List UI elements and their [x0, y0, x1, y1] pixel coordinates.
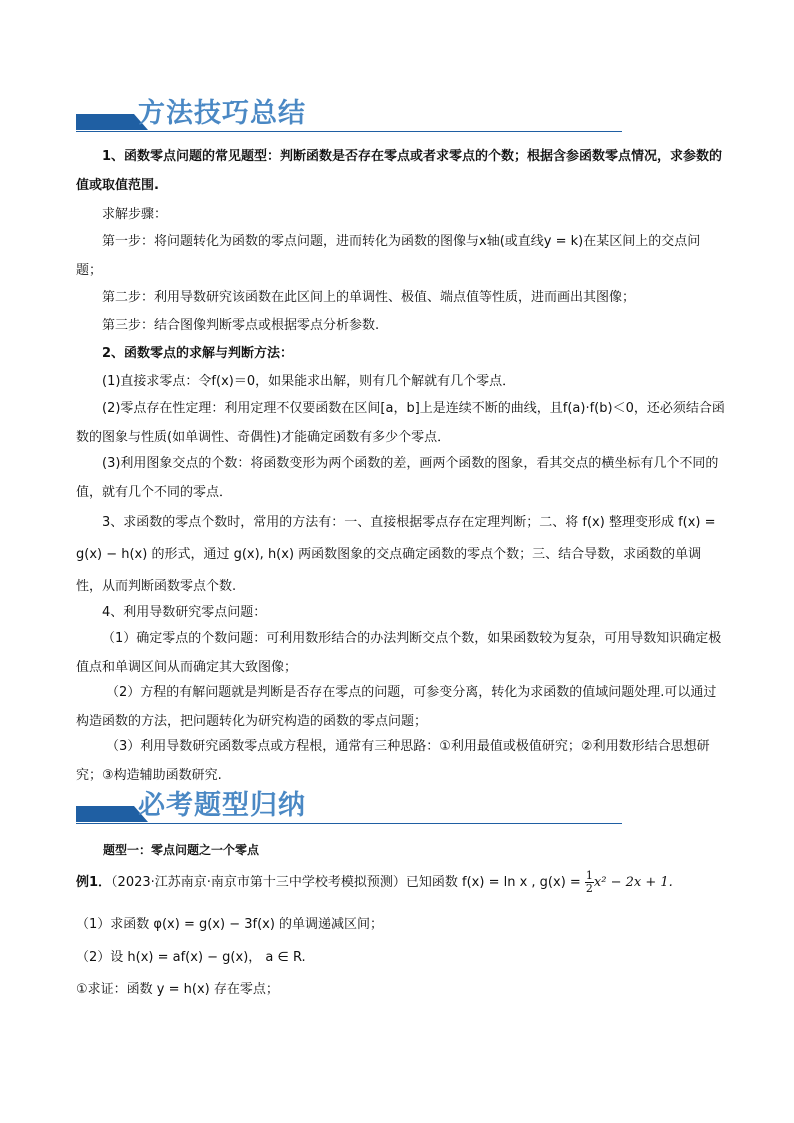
- section-title-types: 必考题型归纳: [138, 790, 306, 821]
- point-2: （2）方程的有解问题就是判断是否存在零点的问题，可参变分离，转化为求函数的值域问题处理.可以通过构造函数的方法，把问题转化为研究构造的函数的零点问题；: [76, 685, 717, 729]
- banner-underline: [76, 131, 622, 132]
- fraction-numerator: 1: [585, 869, 593, 882]
- method-2: (2)零点存在性定理：利用定理不仅要函数在区间[a，b]上是连续不断的曲线，且f(a)·f(b)＜0，还必须结合函数的图象与性质(如单调性、奇偶性)才能确定函数有多少个零点．: [76, 401, 725, 445]
- section-banner-types: [76, 790, 622, 824]
- point-1: （1）确定零点的个数问题：可利用数形结合的办法判断交点个数，如果函数较为复杂，可用导数知识确定极值点和单调区间从而确定其大致图像；: [76, 631, 722, 675]
- fraction-denominator: 2: [585, 882, 593, 895]
- method-1: (1)直接求零点：令f(x)＝0，如果能求出解，则有几个解就有几个零点．: [102, 374, 516, 389]
- banner-bar: [76, 806, 134, 822]
- subquestion-2-part-1: ①求证：函数 y = h(x) 存在零点；: [76, 982, 279, 997]
- step-3: 第三步：结合图像判断零点或根据零点分析参数.: [102, 318, 380, 333]
- subquestion-1: （1）求函数 φ(x) = g(x) − 3f(x) 的单调递减区间；: [76, 917, 384, 932]
- method-3: (3)利用图象交点的个数：将函数变形为两个函数的差，画两个函数的图象，看其交点的横坐标有几个不同的值，就有几个不同的零点．: [76, 456, 719, 500]
- point-3: （3）利用导数研究函数零点或方程根，通常有三种思路：①利用最值或极值研究；②利用数形结合思想研究；③构造辅助函数研究.: [76, 739, 710, 783]
- example-text: （2023·江苏南京·南京市第十三中学校考模拟预测）已知函数 f(x) = ln x , g(x) =: [111, 875, 585, 890]
- section-banner-methods: [76, 98, 622, 132]
- paragraph-4: 4、利用导数研究零点问题：: [102, 605, 267, 620]
- example-label: 例1．: [76, 875, 112, 890]
- fraction-one-half: [585, 870, 594, 895]
- section-title-methods: 方法技巧总结: [138, 98, 306, 129]
- banner-bar: [76, 114, 134, 130]
- step-1: 第一步：将问题转化为函数的零点问题，进而转化为函数的图像与x轴(或直线y = k)在某区间上的交点问题；: [76, 234, 701, 278]
- example-1: [76, 868, 756, 897]
- steps-title: 求解步骤：: [102, 207, 168, 222]
- subquestion-2: （2）设 h(x) = af(x) − g(x)， a ∈ R.: [76, 950, 306, 965]
- paragraph-3: 3、求函数的零点个数时，常用的方法有：一、直接根据零点存在定理判断；二、将 f(x) 整理变形成 f(x) = g(x) − h(x) 的形式，通过 g(x), h(x) 两函数图象的交点确定函数的零点个数；三、结合导数，求函数的单调性，从而判断函数零点个数.: [76, 515, 716, 594]
- question-type-1: 题型一：零点问题之一个零点: [103, 843, 260, 857]
- example-tail: x² − 2x + 1.: [593, 875, 673, 890]
- banner-underline: [76, 823, 622, 824]
- paragraph-1: 1、函数零点问题的常见题型：判断函数是否存在零点或者求零点的个数；根据含参函数零点情况，求参数的值或取值范围.: [76, 149, 723, 193]
- paragraph-2: 2、函数零点的求解与判断方法：: [102, 346, 294, 361]
- step-2: 第二步：利用导数研究该函数在此区间上的单调性、极值、端点值等性质，进而画出其图像；: [102, 290, 636, 305]
